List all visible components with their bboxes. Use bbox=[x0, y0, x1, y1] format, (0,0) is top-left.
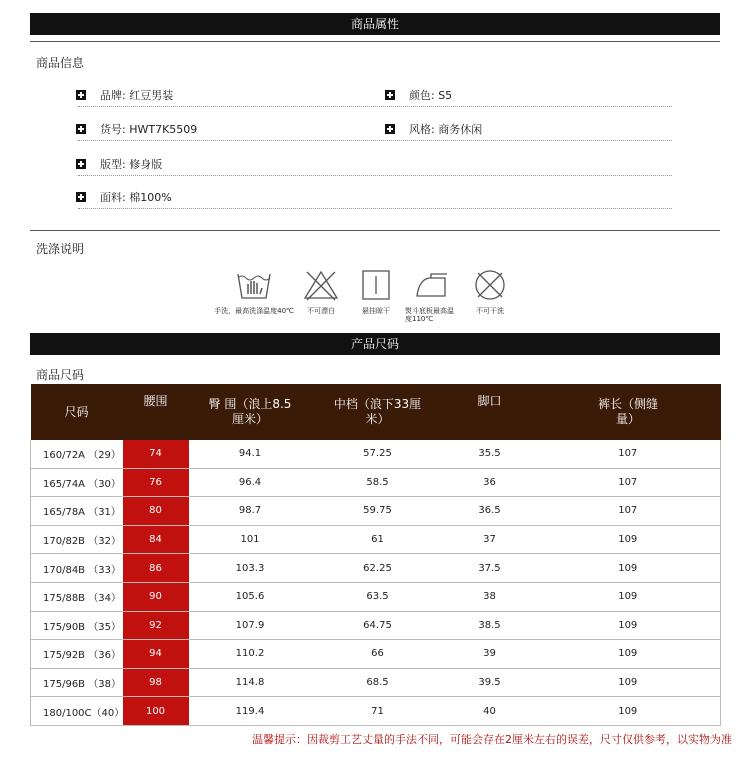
warm-tip: 温馨提示：因裁剪工艺丈量的手法不同，可能会存在2厘米左右的误差，尺寸仅供参考，以实物为准 bbox=[252, 733, 732, 746]
size-bar: 产品尺码 bbox=[30, 333, 720, 355]
hand-wash-icon bbox=[234, 268, 274, 302]
table-cell: 105.6 bbox=[189, 582, 312, 611]
table-cell: 40 bbox=[444, 697, 536, 726]
table-row bbox=[31, 554, 721, 583]
plus-icon bbox=[76, 124, 86, 134]
table-cell: 84 bbox=[123, 525, 189, 554]
table-cell: 62.25 bbox=[312, 554, 444, 583]
table-cell: 37.5 bbox=[444, 554, 536, 583]
care-iron: 熨斗底板最高温度110℃ bbox=[405, 268, 457, 323]
iron-icon bbox=[411, 268, 451, 302]
table-row bbox=[31, 668, 721, 697]
table-cell: 36 bbox=[444, 468, 536, 497]
table-cell: 76 bbox=[123, 468, 189, 497]
table-row bbox=[31, 640, 721, 669]
attr-color: 颜色: S5 bbox=[385, 87, 452, 103]
table-cell: 175/96B （38） bbox=[31, 668, 123, 697]
table-cell: 107.9 bbox=[189, 611, 312, 640]
table-cell: 114.8 bbox=[189, 668, 312, 697]
table-cell: 59.75 bbox=[312, 497, 444, 526]
table-cell: 170/84B （33） bbox=[31, 554, 123, 583]
table-cell: 101 bbox=[189, 525, 312, 554]
plus-icon bbox=[385, 124, 395, 134]
size-title: 商品尺码 bbox=[36, 368, 85, 382]
table-cell: 92 bbox=[123, 611, 189, 640]
table-cell: 109 bbox=[536, 582, 721, 611]
plus-icon bbox=[76, 90, 86, 100]
table-cell: 107 bbox=[536, 497, 721, 526]
plus-icon bbox=[76, 159, 86, 169]
col-header-length: 裤长（侧缝量） bbox=[536, 384, 721, 440]
table-cell: 90 bbox=[123, 582, 189, 611]
attr-brand: 品牌: 红豆男装 bbox=[76, 87, 173, 103]
table-cell: 109 bbox=[536, 554, 721, 583]
size-table bbox=[30, 384, 721, 726]
plus-icon bbox=[76, 192, 86, 202]
table-cell: 39 bbox=[444, 640, 536, 669]
hang-dry-icon bbox=[360, 268, 392, 302]
table-cell: 160/72A （29） bbox=[31, 440, 123, 468]
table-cell: 36.5 bbox=[444, 497, 536, 526]
table-cell: 175/90B （35） bbox=[31, 611, 123, 640]
table-cell: 68.5 bbox=[312, 668, 444, 697]
table-cell: 37 bbox=[444, 525, 536, 554]
col-header-hip: 臀 围（浪上8.5厘米） bbox=[189, 384, 312, 440]
divider bbox=[30, 41, 720, 42]
table-cell: 86 bbox=[123, 554, 189, 583]
table-cell: 180/100C（40） bbox=[31, 697, 123, 726]
table-cell: 74 bbox=[123, 440, 189, 468]
table-cell: 64.75 bbox=[312, 611, 444, 640]
care-hand-wash: 手洗，最高洗涤温度40℃ bbox=[206, 268, 302, 315]
attributes-bar: 商品属性 bbox=[30, 13, 720, 35]
dotted-divider bbox=[78, 175, 672, 176]
table-cell: 109 bbox=[536, 668, 721, 697]
care-hang-dry: 悬挂晾干 bbox=[355, 268, 397, 315]
table-cell: 165/74A （30） bbox=[31, 468, 123, 497]
table-cell: 165/78A （31） bbox=[31, 497, 123, 526]
dotted-divider bbox=[78, 106, 672, 107]
col-header-thigh: 中档（浪下33厘米） bbox=[312, 384, 444, 440]
care-no-bleach: 不可漂白 bbox=[300, 268, 342, 315]
table-row bbox=[31, 582, 721, 611]
table-row bbox=[31, 497, 721, 526]
table-cell: 100 bbox=[123, 697, 189, 726]
table-cell: 98.7 bbox=[189, 497, 312, 526]
table-cell: 170/82B （32） bbox=[31, 525, 123, 554]
table-cell: 109 bbox=[536, 640, 721, 669]
attr-fabric: 面料: 棉100% bbox=[76, 189, 172, 205]
attr-sku: 货号: HWT7K5509 bbox=[76, 121, 197, 137]
table-cell: 103.3 bbox=[189, 554, 312, 583]
table-cell: 35.5 bbox=[444, 440, 536, 468]
table-cell: 110.2 bbox=[189, 640, 312, 669]
table-cell: 119.4 bbox=[189, 697, 312, 726]
no-dry-clean-icon bbox=[472, 268, 508, 302]
col-header-hem: 脚口 bbox=[444, 384, 536, 440]
table-cell: 107 bbox=[536, 440, 721, 468]
table-cell: 175/88B （34） bbox=[31, 582, 123, 611]
table-cell: 107 bbox=[536, 468, 721, 497]
table-row bbox=[31, 525, 721, 554]
col-header-size: 尺码 bbox=[31, 384, 123, 440]
plus-icon bbox=[385, 90, 395, 100]
table-cell: 66 bbox=[312, 640, 444, 669]
table-cell: 94 bbox=[123, 640, 189, 669]
table-row bbox=[31, 468, 721, 497]
table-cell: 57.25 bbox=[312, 440, 444, 468]
table-cell: 109 bbox=[536, 611, 721, 640]
dotted-divider bbox=[78, 208, 672, 209]
table-row bbox=[31, 440, 721, 468]
table-cell: 71 bbox=[312, 697, 444, 726]
table-cell: 94.1 bbox=[189, 440, 312, 468]
no-bleach-icon bbox=[303, 268, 339, 302]
table-cell: 58.5 bbox=[312, 468, 444, 497]
table-cell: 38 bbox=[444, 582, 536, 611]
table-cell: 38.5 bbox=[444, 611, 536, 640]
table-cell: 39.5 bbox=[444, 668, 536, 697]
table-cell: 109 bbox=[536, 697, 721, 726]
table-cell: 175/92B （36） bbox=[31, 640, 123, 669]
table-cell: 109 bbox=[536, 525, 721, 554]
divider bbox=[30, 230, 720, 231]
table-cell: 96.4 bbox=[189, 468, 312, 497]
dotted-divider bbox=[78, 140, 672, 141]
product-info-title: 商品信息 bbox=[36, 56, 85, 70]
table-header-row bbox=[31, 384, 721, 440]
wash-title: 洗涤说明 bbox=[36, 242, 85, 256]
col-header-waist: 腰围 bbox=[123, 384, 189, 440]
table-cell: 80 bbox=[123, 497, 189, 526]
attr-style: 风格: 商务休闲 bbox=[385, 121, 482, 137]
attr-fit: 版型: 修身版 bbox=[76, 156, 162, 172]
table-cell: 63.5 bbox=[312, 582, 444, 611]
table-row bbox=[31, 611, 721, 640]
table-cell: 61 bbox=[312, 525, 444, 554]
care-no-dry-clean: 不可干洗 bbox=[469, 268, 511, 315]
table-cell: 98 bbox=[123, 668, 189, 697]
table-row bbox=[31, 697, 721, 726]
